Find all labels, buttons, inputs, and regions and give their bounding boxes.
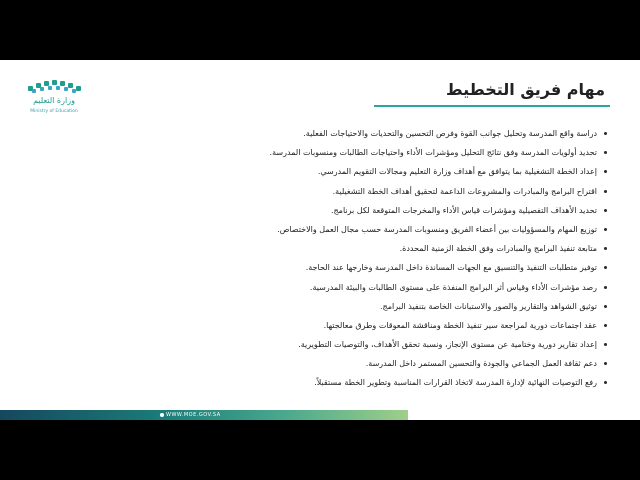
logo-arabic-name: وزارة التعليم — [33, 96, 75, 105]
list-item — [247, 220, 607, 239]
bullet-icon — [604, 324, 607, 327]
task-list — [247, 124, 607, 393]
bullet-icon — [604, 381, 607, 384]
ministry-logo-icon — [22, 74, 86, 96]
bullet-icon — [604, 247, 607, 250]
bullet-icon — [604, 209, 607, 212]
task-text: دراسة واقع المدرسة وتحليل جوانب القوة وفرص التحسين والتحديات والاحتياجات الفعلية. — [303, 129, 597, 138]
bullet-icon — [604, 151, 607, 154]
task-text: دعم ثقافة العمل الجماعي والجودة والتحسين المستمر داخل المدرسة. — [365, 359, 597, 369]
bullet-icon — [604, 190, 607, 193]
task-text: تحديد الأهداف التفصيلية ومؤشرات قياس الأداء والمخرجات المتوقعة لكل برنامج. — [330, 205, 597, 215]
list-item — [247, 143, 607, 162]
page-title: مهام فريق التخطيط — [445, 80, 605, 99]
list-item — [247, 182, 607, 201]
list-item — [247, 258, 607, 277]
list-item — [247, 124, 607, 143]
list-item — [247, 297, 607, 316]
list-item — [247, 316, 607, 335]
list-item — [247, 278, 607, 297]
logo-english-name: Ministry of Education — [30, 109, 78, 114]
task-text: إعداد الخطة التشغيلية بما يتوافق مع أهداف وزارة التعليم ومجالات التقويم المدرسي. — [317, 167, 597, 177]
list-item — [247, 354, 607, 373]
bullet-icon — [604, 266, 607, 269]
slide — [0, 60, 640, 420]
list-item — [247, 162, 607, 181]
list-item — [247, 335, 607, 354]
globe-icon — [160, 413, 164, 417]
bullet-icon — [604, 170, 607, 173]
footer-website[interactable] — [160, 411, 221, 419]
bullet-icon — [604, 305, 607, 308]
bullet-icon — [604, 286, 607, 289]
task-text: عقد اجتماعات دورية لمراجعة سير تنفيذ الخطة ومناقشة المعوقات وطرق معالجتها. — [323, 320, 597, 330]
footer-bar — [0, 410, 408, 420]
bullet-icon — [604, 132, 607, 135]
task-text: توثيق الشواهد والتقارير والصور والاستبانات الخاصة بتنفيذ البرامج. — [380, 301, 597, 311]
task-text: تحديد أولويات المدرسة وفق نتائج التحليل ومؤشرات الأداء واحتياجات الطالبات ومنسوبات المدرسة. — [269, 148, 597, 158]
task-text: رفع التوصيات النهائية لإدارة المدرسة لاتخاذ القرارات المناسبة وتطوير الخطة مستقبلاً. — [314, 378, 597, 388]
list-item — [247, 239, 607, 258]
task-text: إعداد تقارير دورية وختامية عن مستوى الإنجاز، ونسبة تحقق الأهداف، والتوصيات التطويرية. — [298, 340, 597, 350]
bullet-icon — [604, 228, 607, 231]
task-text: توزيع المهام والمسؤوليات بين أعضاء الفريق ومنسوبات المدرسة حسب مجال العمل والاختصاص. — [277, 224, 597, 234]
title-underline — [374, 105, 610, 107]
bullet-icon — [604, 362, 607, 365]
task-text: رصد مؤشرات الأداء وقياس أثر البرامج المنفذة على مستوى الطالبات والبيئة المدرسية. — [309, 282, 597, 292]
list-item — [247, 373, 607, 392]
task-text: اقتراح البرامج والمبادرات والمشروعات الداعمة لتحقيق أهداف الخطة التشغيلية. — [332, 186, 597, 196]
bullet-icon — [604, 343, 607, 346]
list-item — [247, 201, 607, 220]
task-text: متابعة تنفيذ البرامج والمبادرات وفق الخطة الزمنية المحددة. — [399, 244, 597, 254]
footer-url-text: WWW.MOE.GOV.SA — [166, 412, 221, 418]
task-text: توفير متطلبات التنفيذ والتنسيق مع الجهات المساندة داخل المدرسة وخارجها عند الحاجة. — [305, 263, 597, 273]
